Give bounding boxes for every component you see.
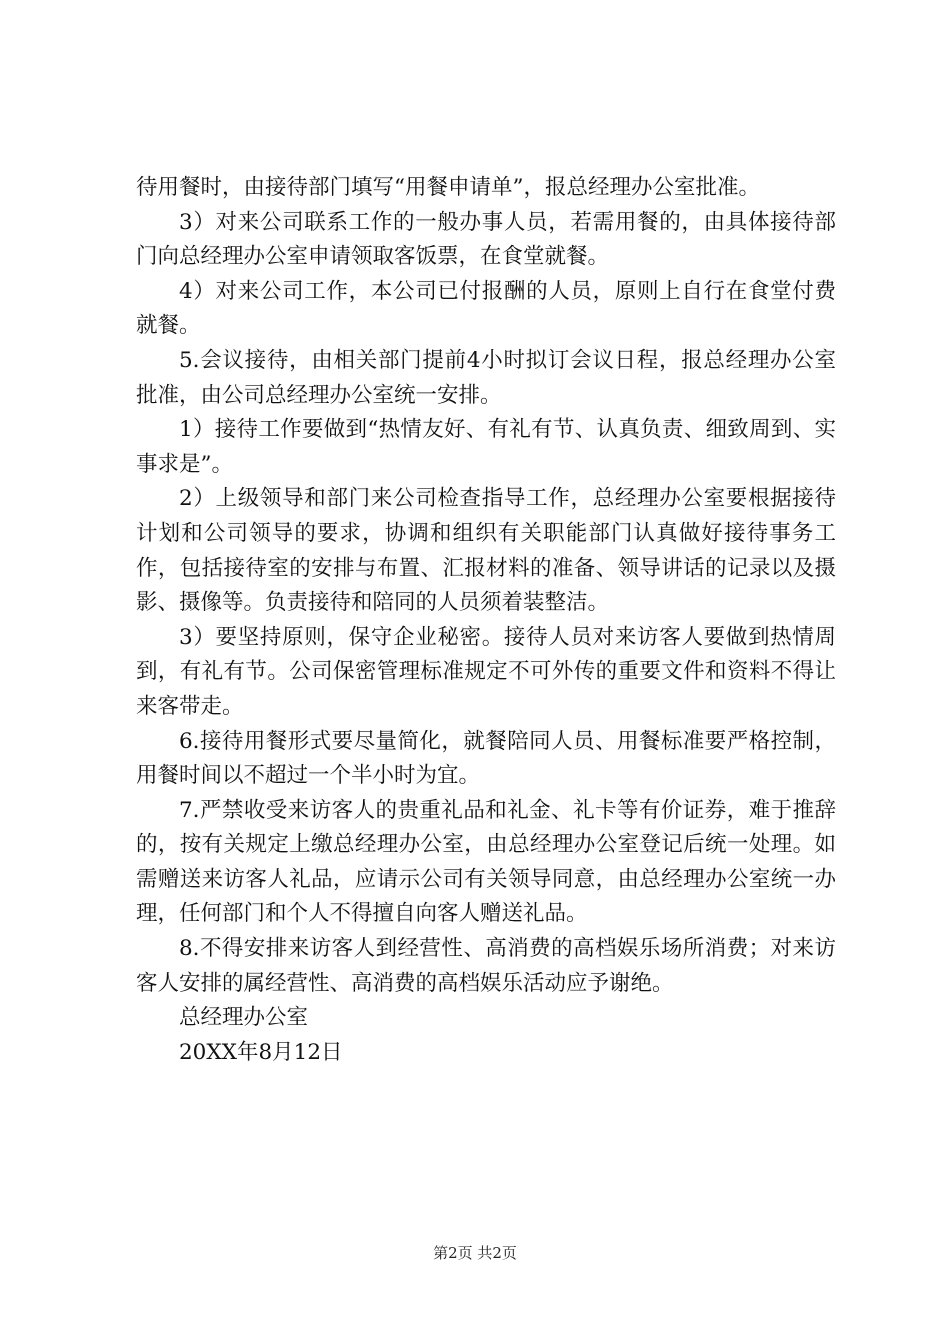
signature-office: 总经理办公室 — [179, 1005, 309, 1031]
signature-date: 20XX年8月12日 — [179, 1039, 343, 1065]
paragraph-item-3-general-staff: 3）对来公司联系工作的一般办事人员，若需用餐的，由具体接待部门向总经理办公室申请领取客饭票，在食堂就餐。 — [136, 209, 836, 270]
paragraph-item-1-principles: 1）接待工作要做到“热情友好、有礼有节、认真负责、细致周到、实事求是”。 — [136, 417, 836, 477]
document-body — [136, 171, 836, 1070]
paragraph-continuation: 待用餐时，由接待部门填写“用餐申请单”，报总经理办公室批准。 — [136, 175, 760, 200]
paragraph-section-8-entertainment: 8.不得安排来访客人到经营性、高消费的高档娱乐场所消费；对来访客人安排的属经营性、高消费的高档娱乐活动应予谢绝。 — [136, 936, 836, 996]
paragraph-section-5-meeting: 5.会议接待，由相关部门提前4小时拟订会议日程，报总经理办公室批准，由公司总经理办公室统一安排。 — [136, 347, 836, 408]
page-number-footer: 第2页 共2页 — [433, 1244, 517, 1262]
paragraph-section-7-gifts: 7.严禁收受来访客人的贵重礼品和礼金、礼卡等有价证券，难于推辞的，按有关规定上缴总经理办公室，由总经理办公室登记后统一处理。如需赠送来访客人礼品，应请示公司有关领导同意，由总经理办公室统一办理，任何部门和个人不得擅自向客人赠送礼品。 — [136, 797, 836, 927]
paragraph-item-2-inspection: 2）上级领导和部门来公司检查指导工作，总经理办公室要根据接待计划和公司领导的要求，协调和组织有关职能部门认真做好接待事务工作，包括接待室的安排与布置、汇报材料的准备、领导讲话的记录以及摄影、摄像等。负责接待和陪同的人员须着装整洁。 — [136, 486, 836, 616]
paragraph-section-6-dining: 6.接待用餐形式要尽量简化，就餐陪同人员、用餐标准要严格控制，用餐时间以不超过一个半小时为宜。 — [136, 728, 836, 789]
paragraph-item-4-paid-staff: 4）对来公司工作，本公司已付报酬的人员，原则上自行在食堂付费就餐。 — [136, 278, 836, 339]
paragraph-item-3-confidentiality: 3）要坚持原则，保守企业秘密。接待人员对来访客人要做到热情周到，有礼有节。公司保密管理标准规定不可外传的重要文件和资料不得让来客带走。 — [136, 624, 836, 719]
